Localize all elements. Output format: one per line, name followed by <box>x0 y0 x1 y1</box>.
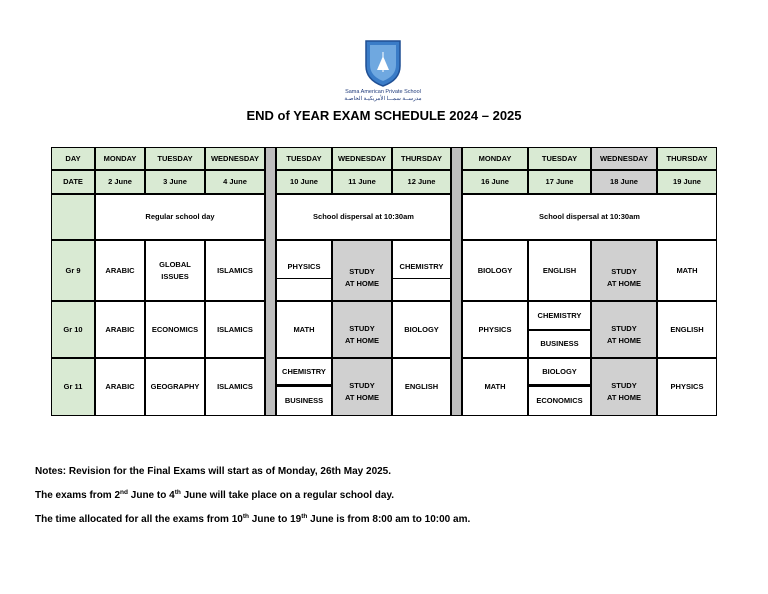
week-note: School dispersal at 10:30am <box>462 194 717 240</box>
exam-cell: CHEMISTRY <box>392 240 451 301</box>
exam-cell: MATH <box>276 301 332 358</box>
week-separator-1 <box>265 147 276 416</box>
grade-label: Gr 11 <box>51 358 95 416</box>
date-header: 12 June <box>392 170 451 194</box>
grade-label: Gr 10 <box>51 301 95 358</box>
day-header: THURSDAY <box>392 147 451 170</box>
date-header: 19 June <box>657 170 717 194</box>
notes-row-label <box>51 194 95 240</box>
exam-cell: BIOLOGY <box>462 240 528 301</box>
cell-divider <box>276 278 332 279</box>
date-header: 16 June <box>462 170 528 194</box>
exam-cell: BUSINESS <box>528 330 591 358</box>
day-header: MONDAY <box>462 147 528 170</box>
exam-cell: GEOGRAPHY <box>145 358 205 416</box>
date-header: 18 June <box>591 170 657 194</box>
exam-cell: PHYSICS <box>657 358 717 416</box>
exam-cell: ENGLISH <box>657 301 717 358</box>
exam-cell: MATH <box>657 240 717 301</box>
day-header: TUESDAY <box>276 147 332 170</box>
day-header: WEDNESDAY <box>591 147 657 170</box>
exam-cell: ENGLISH <box>528 240 591 301</box>
day-header: WEDNESDAY <box>332 147 392 170</box>
note-line: Notes: Revision for the Final Exams will start as of Monday, 26th May 2025. <box>35 466 392 477</box>
study-at-home-cell: STUDY AT HOME <box>591 240 657 301</box>
study-at-home-cell: STUDY AT HOME <box>332 301 392 358</box>
week-separator-2 <box>451 147 462 416</box>
day-header: TUESDAY <box>145 147 205 170</box>
date-header: 4 June <box>205 170 265 194</box>
day-header: MONDAY <box>95 147 145 170</box>
exam-cell: PHYSICS <box>276 240 332 301</box>
exam-cell: BIOLOGY <box>528 358 591 385</box>
exam-cell: BUSINESS <box>276 385 332 416</box>
exam-cell: CHEMISTRY <box>528 301 591 330</box>
exam-cell: PHYSICS <box>462 301 528 358</box>
note-line: The time allocated for all the exams from 10th June to 19th June is from 8:00 am to 10:00 am. <box>35 513 471 525</box>
exam-cell: ISLAMICS <box>205 240 265 301</box>
date-header: 10 June <box>276 170 332 194</box>
day-header: WEDNESDAY <box>205 147 265 170</box>
day-label: DAY <box>51 147 95 170</box>
exam-cell: ARABIC <box>95 358 145 416</box>
week-note: Regular school day <box>95 194 265 240</box>
date-label: DATE <box>51 170 95 194</box>
exam-cell: BIOLOGY <box>392 301 451 358</box>
page-title: END of YEAR EXAM SCHEDULE 2024 – 2025 <box>246 108 522 123</box>
exam-cell: GLOBAL ISSUES <box>145 240 205 301</box>
study-at-home-cell: STUDY AT HOME <box>591 301 657 358</box>
day-header: TUESDAY <box>528 147 591 170</box>
study-at-home-cell: STUDY AT HOME <box>332 358 392 416</box>
exam-cell: ECONOMICS <box>145 301 205 358</box>
exam-cell: CHEMISTRY <box>276 358 332 385</box>
date-header: 3 June <box>145 170 205 194</box>
study-at-home-cell: STUDY AT HOME <box>591 358 657 416</box>
exam-cell: ISLAMICS <box>205 301 265 358</box>
school-name-arabic: مدرســة سمـــا الأمريكيـة الخاصـة <box>344 96 422 102</box>
exam-cell: MATH <box>462 358 528 416</box>
exam-cell: ENGLISH <box>392 358 451 416</box>
date-header: 11 June <box>332 170 392 194</box>
shield-icon <box>344 38 422 88</box>
date-header: 17 June <box>528 170 591 194</box>
exam-cell: ARABIC <box>95 301 145 358</box>
study-at-home-cell: STUDY AT HOME <box>332 240 392 301</box>
day-header: THURSDAY <box>657 147 717 170</box>
exam-cell: ISLAMICS <box>205 358 265 416</box>
grade-label: Gr 9 <box>51 240 95 301</box>
cell-divider <box>392 278 451 279</box>
week-note: School dispersal at 10:30am <box>276 194 451 240</box>
exam-cell: ECONOMICS <box>528 385 591 416</box>
exam-cell: ARABIC <box>95 240 145 301</box>
date-header: 2 June <box>95 170 145 194</box>
school-name-english: Sama American Private School <box>345 89 421 95</box>
school-logo <box>318 38 448 106</box>
note-line: The exams from 2nd June to 4th June will take place on a regular school day. <box>35 489 395 501</box>
